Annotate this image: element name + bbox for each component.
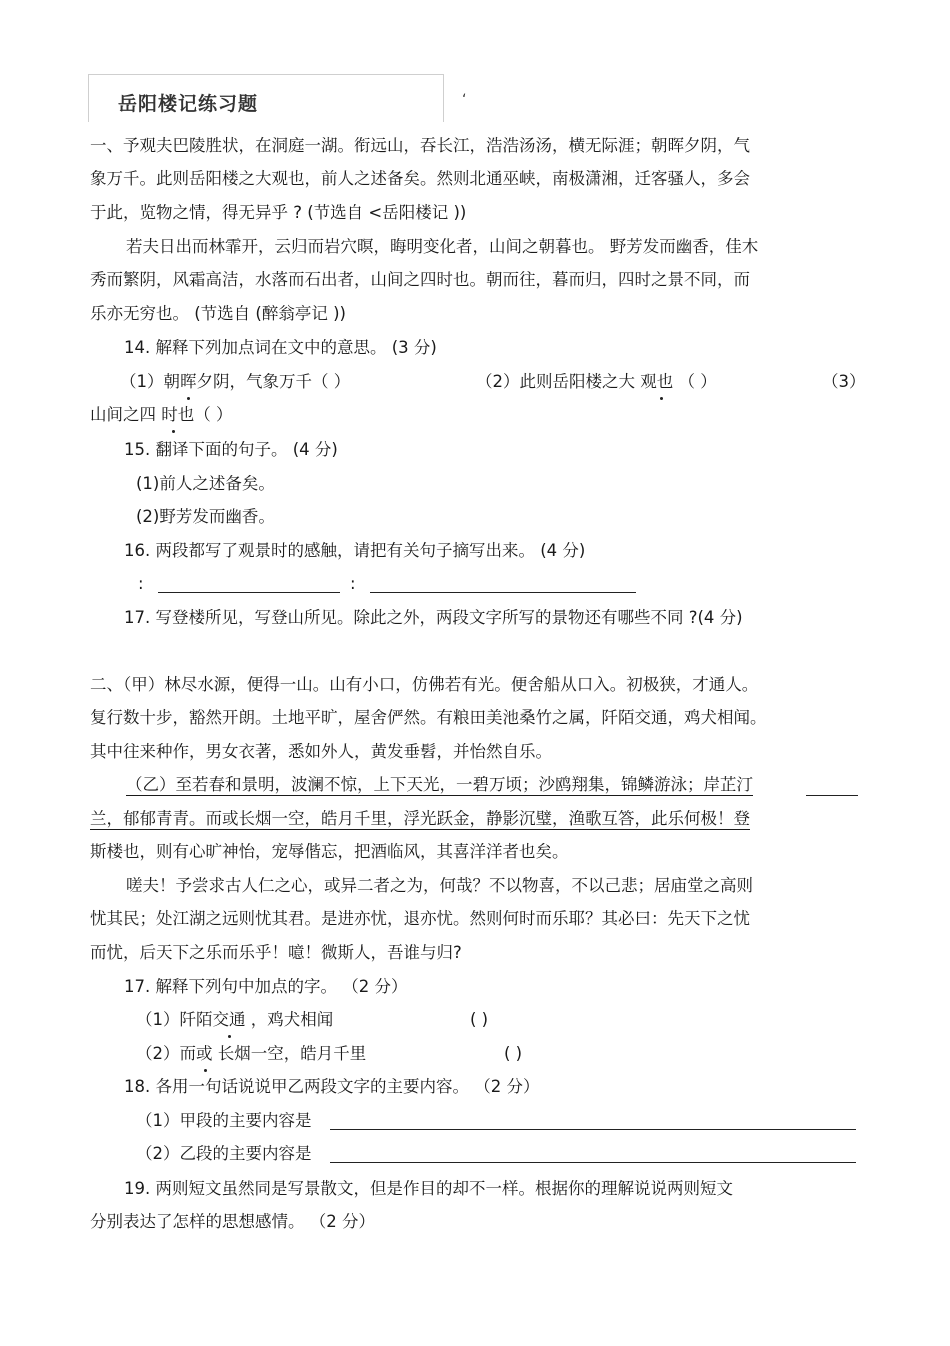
s2-q17-prompt: 17. 解释下列句中加点的字。 （2 分） — [124, 977, 408, 996]
s2-q17-item-1: （1）阡陌交通 ，鸡犬相闻 — [136, 1010, 334, 1029]
s2-jia-line-3: 其中往来种作，男女衣著，悉如外人，黄发垂髫，并怡然自乐。 — [90, 742, 552, 761]
s2-yi-line-2: 兰，郁郁青青。而或长烟一空，皓月千里，浮光跃金，静影沉璧，渔歌互答，此乐何极！登 — [90, 809, 750, 828]
s2-q17-item-1-blank: ( ) — [470, 1010, 489, 1029]
s2-jie-line-3: 而忧，后天下之乐而乐乎！噫！微斯人，吾谁与归? — [90, 943, 462, 962]
q18-answer-line-2[interactable] — [330, 1162, 856, 1163]
q17-prompt: 17. 写登楼所见，写登山所见。除此之外，两段文字所写的景物还有哪些不同 ?(4 分) — [124, 608, 743, 627]
emphasis-dot — [187, 397, 190, 400]
q16-colon-2: : — [350, 574, 356, 593]
q14-item-1: （1）朝晖夕阴，气象万千（ ） — [120, 372, 351, 391]
emphasis-dot — [660, 397, 663, 400]
s1-line-6: 乐亦无穷也。 (节选自 (醉翁亭记 )) — [90, 304, 346, 323]
s1-line-2: 象万千。此则岳阳楼之大观也，前人之述备矣。然则北通巫峡，南极潇湘，迁客骚人，多会 — [90, 169, 750, 188]
s2-q17-item-2-blank: ( ) — [504, 1044, 523, 1063]
s2-jie-line-2: 忧其民；处江湖之远则忧其君。是进亦忧，退亦忧。然则何时而乐耶？其必曰：先天下之忧 — [90, 909, 750, 928]
q16-colon-1: : — [138, 574, 144, 593]
s2-jia-line-1: 二、（甲）林尽水源，便得一山。山有小口，仿佛若有光。便舍船从口入。初极狭，才通人。 — [90, 675, 759, 694]
s2-yi-line-3: 斯楼也，则有心旷神怡，宠辱偕忘，把酒临风，其喜洋洋者也矣。 — [90, 842, 569, 861]
s2-yi-line-1: （乙）至若春和景明，波澜不惊，上下天光，一碧万顷；沙鸥翔集，锦鳞游泳；岸芷汀 — [126, 775, 753, 794]
q16-prompt: 16. 两段都写了观景时的感触，请把有关句子摘写出来。 (4 分) — [124, 541, 586, 560]
emphasis-dot — [228, 1035, 231, 1038]
q18-prompt: 18. 各用一句话说说甲乙两段文字的主要内容。 （2 分） — [124, 1077, 540, 1096]
s2-q17-item-2: （2）而或 长烟一空，皓月千里 — [136, 1044, 367, 1063]
q19-line-2: 分别表达了怎样的思想感情。 （2 分） — [90, 1212, 375, 1231]
page-title: 岳阳楼记练习题 — [118, 93, 259, 115]
q18-answer-line-1[interactable] — [330, 1129, 856, 1130]
q14-item-2: （2）此则岳阳楼之大 观也 （ ） — [476, 372, 717, 391]
s2-jia-line-2: 复行数十步，豁然开朗。土地平旷，屋舍俨然。有粮田美池桑竹之属，阡陌交通，鸡犬相闻。 — [90, 708, 767, 727]
q14-item-3-num: （3） — [822, 372, 866, 391]
s1-line-1: 一、予观夫巴陵胜状，在洞庭一湖。衔远山，吞长江，浩浩汤汤，横无际涯；朝晖夕阴，气 — [90, 136, 750, 155]
q16-answer-line-2[interactable] — [370, 592, 636, 593]
s2-jie-line-1: 嗟夫！予尝求古人仁之心，或异二者之为，何哉？不以物喜，不以己悲；居庙堂之高则 — [126, 876, 753, 895]
q16-answer-line-1[interactable] — [158, 592, 340, 593]
underline-extension — [806, 795, 858, 796]
q14-item-3: 山间之四 时也（ ） — [90, 405, 233, 424]
q15-item-1: (1)前人之述备矣。 — [136, 474, 275, 493]
q18-item-2: （2）乙段的主要内容是 — [136, 1144, 312, 1163]
emphasis-dot — [204, 1069, 207, 1072]
q15-item-2: (2)野芳发而幽香。 — [136, 507, 275, 526]
s1-line-3: 于此，览物之情，得无异乎 ? (节选自 <岳阳楼记 )) — [90, 203, 467, 222]
q19-line-1: 19. 两则短文虽然同是写景散文，但是作目的却不一样。根据你的理解说说两则短文 — [124, 1179, 733, 1198]
title-mark: ‘ — [462, 92, 467, 108]
emphasis-dot — [172, 430, 175, 433]
s1-line-5: 秀而繁阴，风霜高洁，水落而石出者，山间之四时也。朝而往，暮而归，四时之景不同，而 — [90, 270, 750, 289]
q18-item-1: （1）甲段的主要内容是 — [136, 1111, 312, 1130]
s1-line-4: 若夫日出而林霏开，云归而岩穴暝，晦明变化者，山间之朝暮也。 野芳发而幽香，佳木 — [126, 237, 759, 256]
q15-prompt: 15. 翻译下面的句子。 (4 分) — [124, 440, 338, 459]
q14-prompt: 14. 解释下列加点词在文中的意思。 (3 分) — [124, 338, 437, 357]
